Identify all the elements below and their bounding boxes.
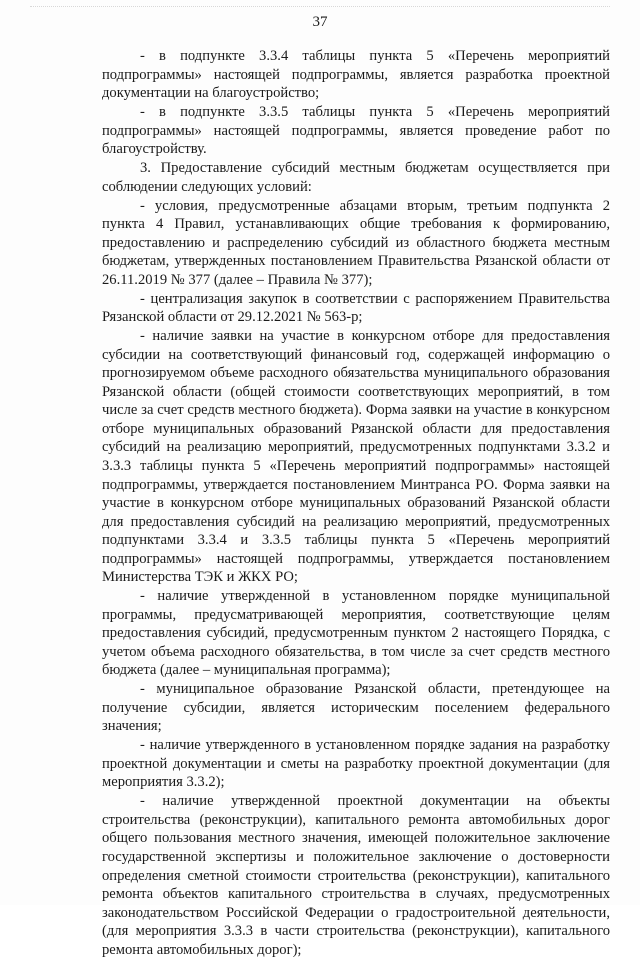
paragraph: - наличие утвержденного в установленном порядке задания на разработку проектной документации и сметы на разработку проектной документации (для мероприятия 3.3.2); <box>102 737 610 791</box>
paragraph: - муниципальное образование Рязанской области, претендующее на получение субсидии, является историческим поселением федерального значения; <box>102 681 610 735</box>
paragraph: - условия, предусмотренные абзацами вторым, третьим подпункта 2 пункта 4 Правил, устанавливающих общие требования к формированию, предоставлению и распределению субсидий из областного бюджета местным бюджетам, утвержденных постановлением Правительства Рязанской области от 26.11.2019 № 377 (далее – Правила № 377); <box>102 197 610 288</box>
paragraph: 3. Предоставление субсидий местным бюджетам осуществляется при соблюдении следующих условий: <box>102 160 610 195</box>
paragraph: - наличие утвержденной проектной документации на объекты строительства (реконструкции), капитального ремонта автомобильных дорог общего пользования местного значения, имеющей положительное заключение государственной экспертизы и положительное заключение о достоверности определения сметной стоимости строительства (реконструкции), капитального ремонта объектов капитального строительства в случаях, предусмотренных законодательством Российской Федерации о градостроительной деятельности, (для мероприятия 3.3.3 в части строительства (реконструкции), капитального ремонта автомобильных дорог); <box>102 793 610 958</box>
paragraph: - в подпункте 3.3.5 таблицы пункта 5 «Перечень мероприятий подпрограммы» настоящей подпрограммы, является проведение работ по благоустройству. <box>102 104 610 158</box>
scan-artifact-line <box>30 6 610 11</box>
paragraph: - наличие утвержденной в установленном порядке муниципальной программы, предусматривающей мероприятия, соответствующие целям предоставления субсидий, предусмотренным пунктом 2 настоящего Порядка, с учетом объема расходного обязательства, в том числе за счет средств местного бюджета (далее – муниципальная программа); <box>102 588 610 679</box>
page-number: 37 <box>312 14 328 30</box>
paragraph: - централизация закупок в соответствии с распоряжением Правительства Рязанской области от 29.12.2021 № 563-р; <box>102 290 610 326</box>
paragraph: - в подпункте 3.3.4 таблицы пункта 5 «Перечень мероприятий подпрограммы» настоящей подпрограммы, является разработка проектной документации на благоустройство; <box>102 48 610 102</box>
paragraph: - наличие заявки на участие в конкурсном отборе для предоставления субсидии на соответствующий финансовый год, содержащей информацию о прогнозируемом объеме расходного обязательства муниципального образования Рязанской области (общей стоимости соответствующих мероприятий, в том числе за счет средств местного бюджета). Форма заявки на участие в конкурсном отборе муниципальных образований Рязанской области для предоставления субсидий на реализацию мероприятий, предусмотренных подпунктами 3.3.2 и 3.3.3 таблицы пункта 5 «Перечень мероприятий подпрограммы» настоящей подпрограммы, утверждается постановлением Минтранса РО. Форма заявки на участие в конкурсном отборе муниципальных образований Рязанской области для предоставления субсидий на реализацию мероприятий, предусмотренных подпунктами 3.3.4 и 3.3.5 таблицы пункта 5 «Перечень мероприятий подпрограммы» настоящей подпрограммы, утверждается постановлением Министерства ТЭК и ЖКХ РО; <box>102 328 610 586</box>
document-body <box>102 47 610 959</box>
